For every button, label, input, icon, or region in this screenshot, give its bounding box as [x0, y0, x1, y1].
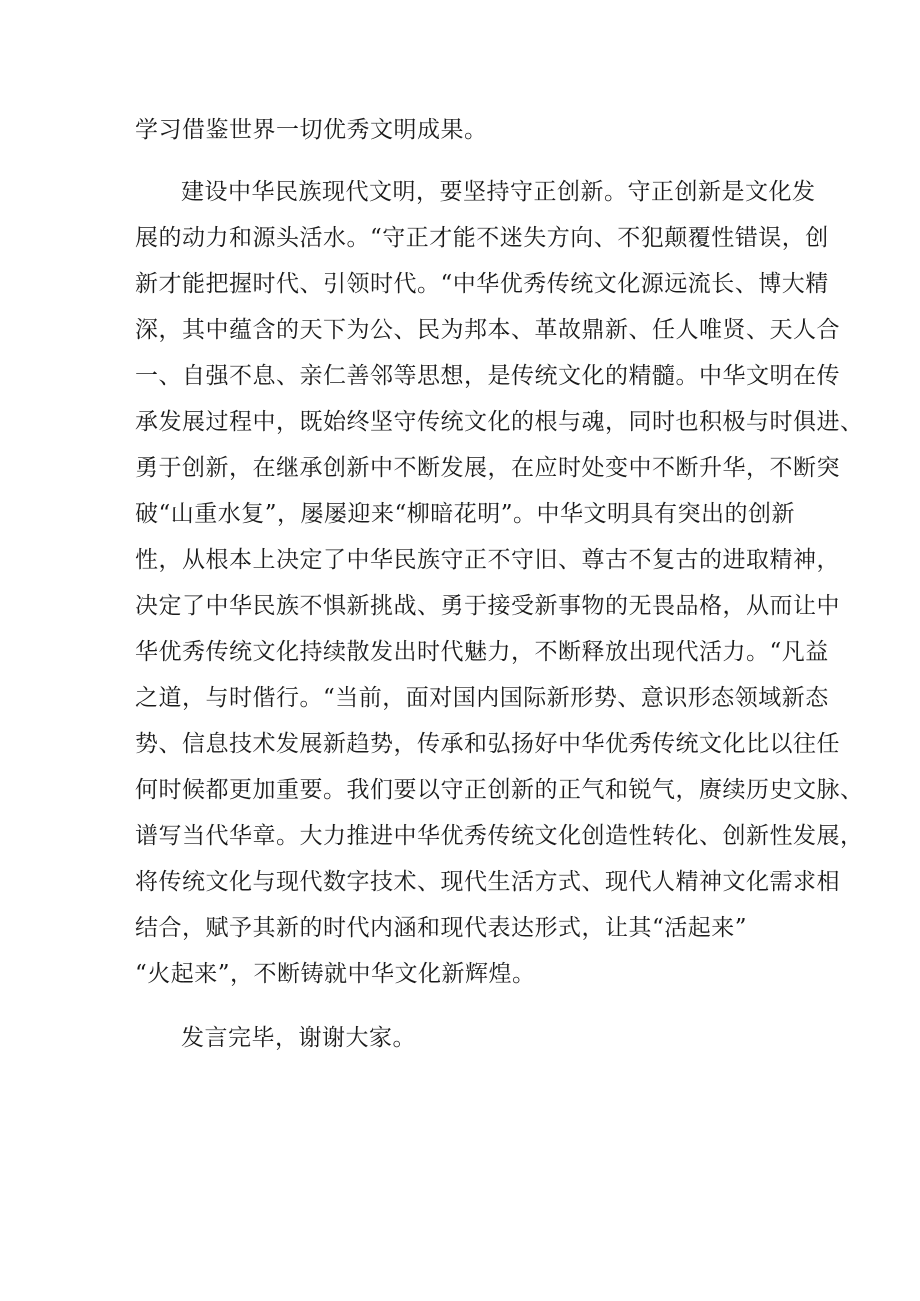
paragraph-line: 将传统文化与现代数字技术、现代生活方式、现代人精神文化需求相 [135, 869, 840, 895]
paragraph-line: “火起来”，不断铸就中华文化新辉煌。 [135, 961, 536, 987]
paragraph-line: 势、信息技术发展新趋势，传承和弘扬好中华优秀传统文化比以往任 [135, 731, 840, 757]
paragraph-line: 性，从根本上决定了中华民族守正不守旧、尊古不复古的进取精神， [135, 547, 840, 573]
paragraph-line: 勇于创新，在继承创新中不断发展，在应时处变中不断升华，不断突 [135, 455, 840, 481]
paragraph-line: 决定了中华民族不惧新挑战、勇于接受新事物的无畏品格，从而让中 [135, 593, 840, 619]
paragraph-line: 承发展过程中，既始终坚守传统文化的根与魂，同时也积极与时俱进、 [135, 409, 864, 435]
paragraph-line: 建设中华民族现代文明，要坚持守正创新。守正创新是文化发 [181, 179, 816, 205]
paragraph-line: 学习借鉴世界一切优秀文明成果。 [135, 117, 488, 143]
paragraph-line: 何时候都更加重要。我们要以守正创新的正气和锐气，赓续历史文脉、 [135, 777, 864, 803]
paragraph-line: 谱写当代华章。大力推进中华优秀传统文化创造性转化、创新性发展， [135, 823, 864, 849]
paragraph-line: 新才能把握时代、引领时代。“中华优秀传统文化源远流长、博大精 [135, 271, 829, 297]
paragraph-line: 华优秀传统文化持续散发出时代魅力，不断释放出现代活力。“凡益 [135, 639, 829, 665]
paragraph-line: 一、自强不息、亲仁善邻等思想，是传统文化的精髓。中华文明在传 [135, 363, 840, 389]
paragraph-line: 深，其中蕴含的天下为公、民为邦本、革故鼎新、任人唯贤、天人合 [135, 317, 840, 343]
closing-line: 发言完毕，谢谢大家。 [181, 1025, 416, 1051]
paragraph-line: 之道，与时偕行。“当前，面对国内国际新形势、意识形态领域新态 [135, 685, 829, 711]
paragraph-line: 展的动力和源头活水。“守正才能不迷失方向、不犯颠覆性错误，创 [135, 225, 829, 251]
paragraph-line: 破“山重水复”，屡屡迎来“柳暗花明”。中华文明具有突出的创新 [135, 501, 796, 527]
paragraph-line: 结合，赋予其新的时代内涵和现代表达形式，让其“活起来” [135, 915, 748, 941]
